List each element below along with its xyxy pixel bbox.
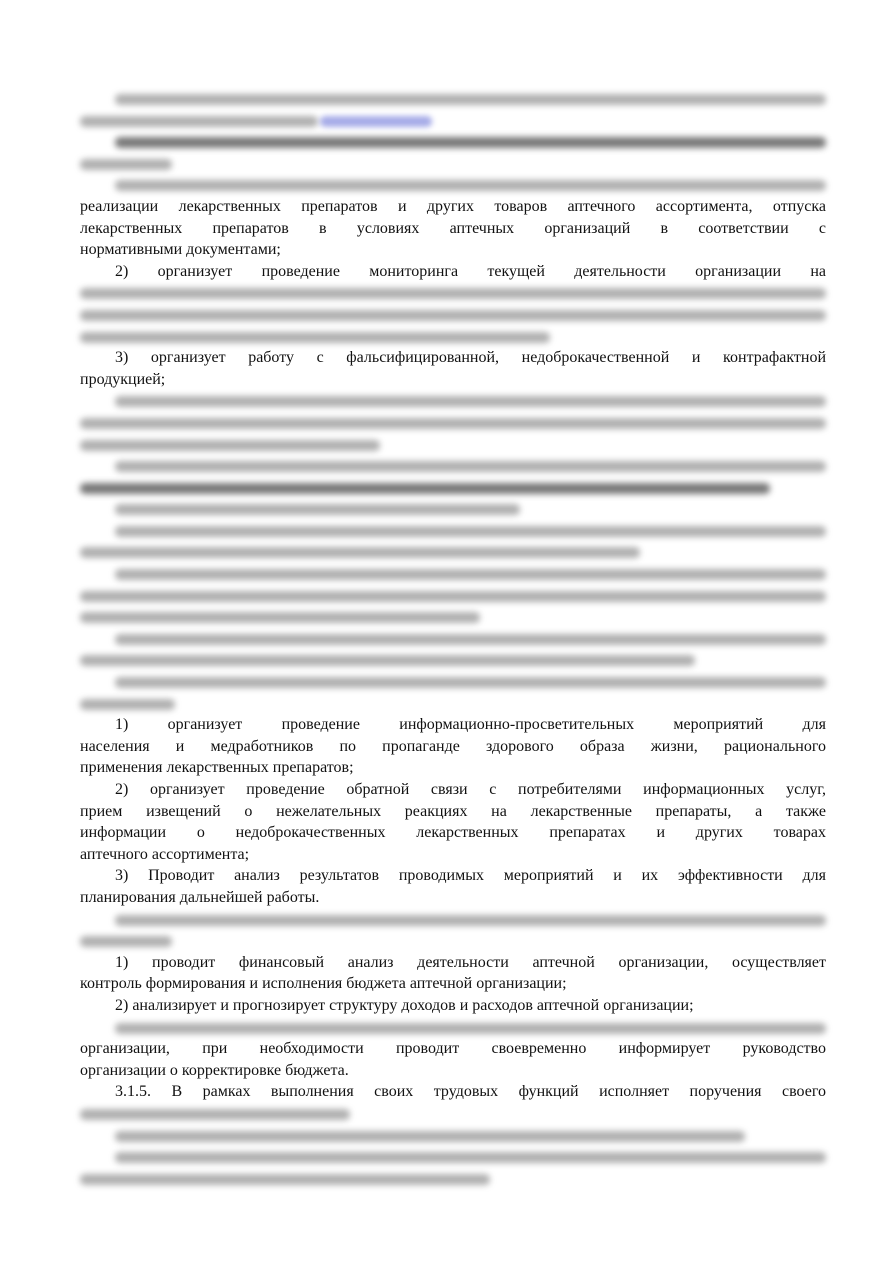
blurred-text-line xyxy=(80,131,826,153)
text-line: нормативными документами; xyxy=(80,241,281,259)
blurred-text-line xyxy=(80,412,826,434)
blurred-text-line xyxy=(80,326,826,348)
blurred-text-line xyxy=(80,153,826,175)
list-item-text: 1) проводит финансовый анализ деятельности аптечной организации, осуществляет xyxy=(115,953,826,971)
blurred-text-line xyxy=(80,649,826,671)
text-line: организации о корректировке бюджета. xyxy=(80,1061,349,1079)
blurred-text-line xyxy=(80,477,826,499)
text-line: населения и медработников по пропаганде здорового образа жизни, рационального xyxy=(80,737,826,755)
blurred-text-line xyxy=(80,282,826,304)
blurred-text-line xyxy=(80,1125,826,1147)
blurred-text-line xyxy=(80,930,826,952)
text-line: применения лекарственных препаратов; xyxy=(80,759,354,777)
section-heading-3-1-5: 3.1.5. В рамках выполнения своих трудовых функций исполняет поручения своего xyxy=(115,1083,826,1101)
blurred-text-line xyxy=(80,498,826,520)
text-line: планирования дальнейшей работы. xyxy=(80,888,320,906)
list-item-text: 3) Проводит анализ результатов проводимых мероприятий и их эффективности для xyxy=(115,867,826,885)
blurred-text-line xyxy=(80,563,826,585)
list-item-text: 2) организует проведение обратной связи с потребителями информационных услуг, xyxy=(115,781,826,798)
blurred-text-line xyxy=(80,671,826,693)
list-item-text: 2) анализирует и прогнозирует структуру доходов и расходов аптечной организации; xyxy=(115,996,694,1014)
text-line: лекарственных препаратов в условиях аптечных организаций в соответствии с xyxy=(80,219,826,237)
blurred-text-line xyxy=(80,455,826,477)
blurred-text-line xyxy=(80,1168,826,1190)
blurred-text-line xyxy=(80,390,826,412)
text-line: организации, при необходимости проводит своевременно информирует руководство xyxy=(80,1040,826,1058)
blurred-text-line xyxy=(80,88,826,110)
blurred-text-line xyxy=(80,693,826,715)
blurred-text-line xyxy=(80,1103,826,1125)
blurred-text-line xyxy=(80,628,826,650)
text-line: прием извещений о нежелательных реакциях на лекарственные препараты, а также xyxy=(80,802,826,820)
blurred-text-line xyxy=(80,304,826,326)
blurred-text-line xyxy=(80,520,826,542)
blurred-text-line xyxy=(80,174,826,196)
blurred-text-line xyxy=(80,909,826,931)
blurred-text-line xyxy=(80,1146,826,1168)
text-line: реализации лекарственных препаратов и других товаров аптечного ассортимента, отпуска xyxy=(80,197,826,215)
list-item-text: 2) организует проведение мониторинга текущей деятельности организации на xyxy=(115,262,826,280)
text-line: аптечного ассортимента; xyxy=(80,845,250,863)
blurred-text-line xyxy=(80,585,826,607)
document-page xyxy=(80,88,826,1189)
text-line: контроль формирования и исполнения бюджета аптечной организации; xyxy=(80,975,567,993)
blurred-text-line xyxy=(80,434,826,456)
text-line: продукцией; xyxy=(80,370,166,388)
blurred-text-line xyxy=(80,110,826,132)
blurred-text-line xyxy=(80,606,826,628)
list-item-text: 3) организует работу с фальсифицированной, недоброкачественной и контрафактной xyxy=(115,349,826,367)
text-line: информации о недоброкачественных лекарственных препаратах и других товарах xyxy=(80,824,826,842)
blurred-text-line xyxy=(80,541,826,563)
list-item-text: 1) организует проведение информационно-просветительных мероприятий для xyxy=(115,716,826,734)
blurred-text-line xyxy=(80,1017,826,1039)
